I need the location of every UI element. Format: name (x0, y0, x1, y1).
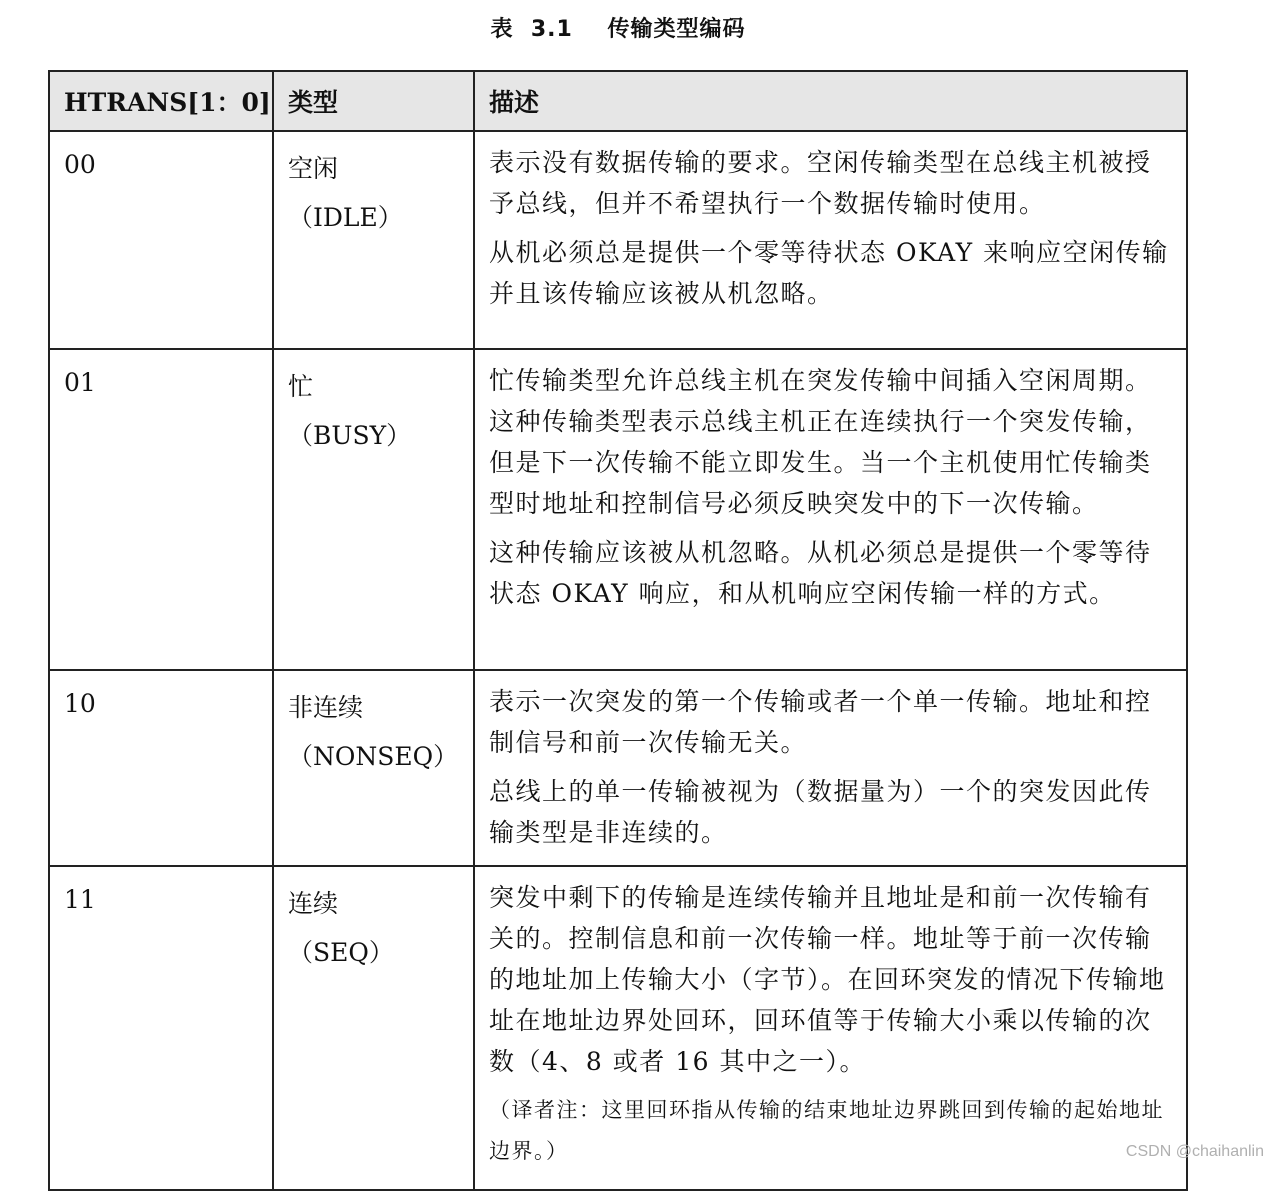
type-english: （IDLE） (288, 203, 403, 232)
translator-note: （译者注：这里回环指从传输的结束地址边界跳回到传输的起始地址边界。） (489, 1098, 1164, 1163)
cell-type (273, 349, 474, 670)
cell-description (474, 866, 1187, 1190)
type-chinese: 连续 (288, 889, 339, 918)
watermark: CSDN @chaihanlin (1125, 1143, 1264, 1160)
header-htrans: HTRANS[1：0] (49, 71, 273, 131)
type-english: （SEQ） (288, 938, 394, 967)
cell-code: 11 (49, 866, 273, 1190)
table-row (49, 866, 1187, 1190)
header-description: 描述 (474, 71, 1187, 131)
description-paragraph: 表示没有数据传输的要求。空闲传输类型在总线主机被授予总线，但并不希望执行一个数据传输时使用。 (489, 148, 1152, 218)
table-header-row (49, 71, 1187, 131)
description-paragraph: 这种传输应该被从机忽略。从机必须总是提供一个零等待状态 OKAY 响应，和从机响应空闲传输一样的方式。 (489, 538, 1152, 608)
cell-description (474, 349, 1187, 670)
cell-description (474, 670, 1187, 866)
cell-type (273, 670, 474, 866)
cell-description (474, 131, 1187, 349)
cell-type (273, 866, 474, 1190)
table-row (49, 670, 1187, 866)
type-chinese: 忙 (288, 372, 314, 401)
type-chinese: 空闲 (288, 154, 339, 183)
cell-code: 01 (49, 349, 273, 670)
header-type: 类型 (273, 71, 474, 131)
table-row (49, 131, 1187, 349)
cell-code: 00 (49, 131, 273, 349)
table-row (49, 349, 1187, 670)
type-chinese: 非连续 (288, 693, 364, 722)
htrans-encoding-table (48, 70, 1188, 1191)
description-paragraph: 突发中剩下的传输是连续传输并且地址是和前一次传输有关的。控制信息和前一次传输一样。地址等于前一次传输的地址加上传输大小（字节）。在回环突发的情况下传输地址在地址边界处回环，回环值等于传输大小乘以传输的次数（4、8 或者 16 其中之一）。 (489, 883, 1166, 1076)
type-english: （NONSEQ） (288, 742, 459, 771)
description-paragraph: 忙传输类型允许总线主机在突发传输中间插入空闲周期。这种传输类型表示总线主机正在连续执行一个突发传输，但是下一次传输不能立即发生。当一个主机使用忙传输类型时地址和控制信号必须反映突发中的下一次传输。 (489, 366, 1152, 518)
cell-type (273, 131, 474, 349)
type-english: （BUSY） (288, 421, 412, 450)
table-caption: 表 3.1 传输类型编码 (490, 17, 746, 42)
description-paragraph: 总线上的单一传输被视为（数据量为）一个的突发因此传输类型是非连续的。 (489, 777, 1152, 847)
description-paragraph: 表示一次突发的第一个传输或者一个单一传输。地址和控制信号和前一次传输无关。 (489, 687, 1152, 757)
description-paragraph: 从机必须总是提供一个零等待状态 OKAY 来响应空闲传输并且该传输应该被从机忽略。 (489, 238, 1169, 308)
cell-code: 10 (49, 670, 273, 866)
